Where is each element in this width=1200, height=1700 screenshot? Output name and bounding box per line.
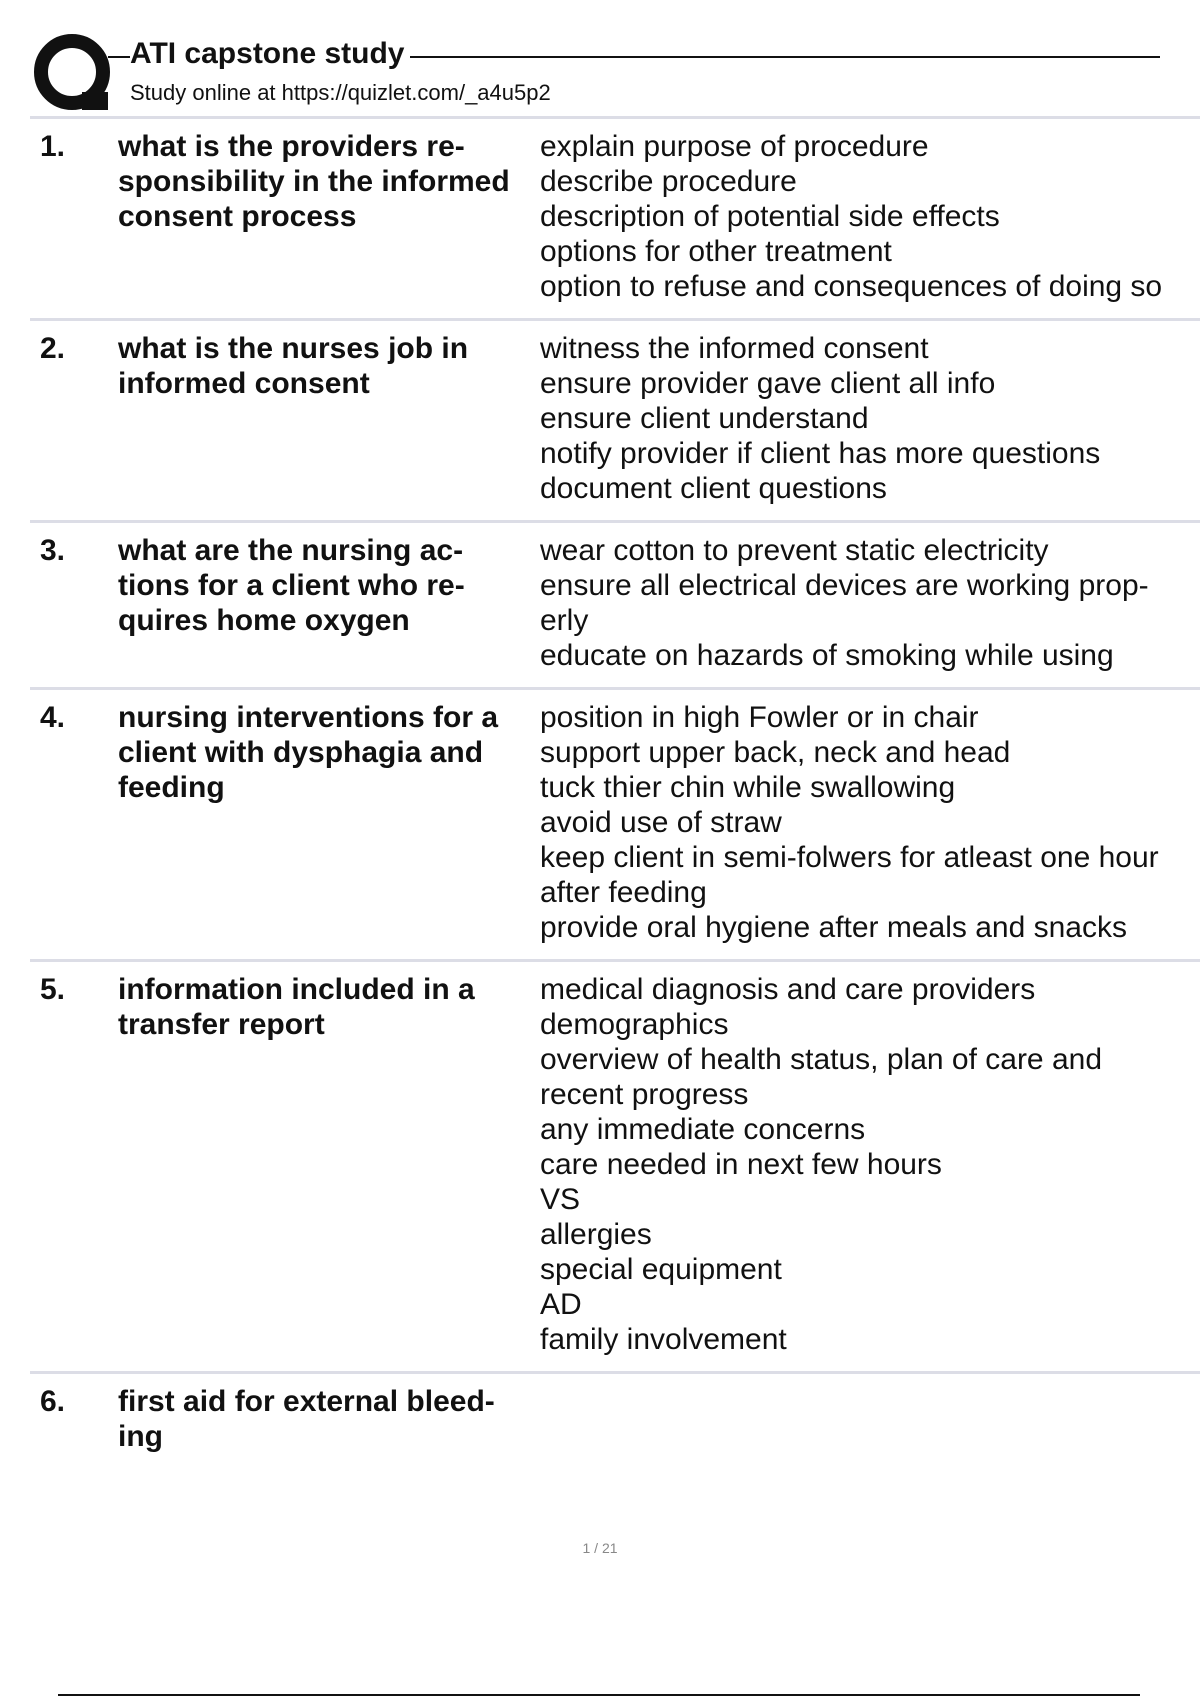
definition-block	[538, 1384, 1200, 1454]
term-text: first aid for external bleed- ing	[118, 1385, 495, 1453]
definition-line: ensure all electrical devices are working prop- erly	[540, 569, 1149, 637]
term-text: what is the providers re- sponsibility in the informed consent process	[118, 130, 510, 233]
definition-line: ensure provider gave client all info	[540, 367, 996, 400]
definition-line: VS	[540, 1183, 581, 1216]
item-number: 2.	[40, 332, 66, 365]
definition-line: describe procedure	[540, 165, 797, 198]
study-online-link[interactable]: Study online at https://quizlet.com/_a4u5p2	[130, 80, 551, 105]
flashcard-row	[30, 959, 1200, 1371]
definition-line: notify provider if client has more questions	[540, 437, 1101, 470]
definition-line: AD	[540, 1288, 582, 1321]
quizlet-q-logo-icon	[32, 32, 116, 116]
flashcard-row	[30, 1371, 1200, 1468]
item-number: 1.	[40, 130, 66, 163]
term-text: information included in a transfer report	[118, 973, 475, 1041]
flashcard-list	[30, 116, 1200, 1468]
definition-line: keep client in semi-folwers for atleast one hour after feeding	[540, 841, 1159, 909]
definition-line: medical diagnosis and care providers	[540, 973, 1036, 1006]
item-number: 5.	[40, 973, 66, 1006]
bottom-rule	[58, 1694, 1140, 1696]
definition-line: option to refuse and consequences of doing so	[540, 270, 1163, 303]
flashcard-row	[30, 318, 1200, 520]
definition-block	[538, 700, 1200, 945]
item-number: 6.	[40, 1385, 66, 1418]
definition-line: document client questions	[540, 472, 887, 505]
flashcard-row	[30, 116, 1200, 318]
term-text: nursing interventions for a client with dysphagia and feeding	[118, 701, 499, 804]
definition-line: options for other treatment	[540, 235, 892, 268]
definition-line: explain purpose of procedure	[540, 130, 929, 163]
definition-line: allergies	[540, 1218, 652, 1251]
definition-line: educate on hazards of smoking while using	[540, 639, 1114, 672]
definition-line: wear cotton to prevent static electricity	[540, 534, 1049, 567]
definition-block	[538, 972, 1200, 1357]
definition-line: support upper back, neck and head	[540, 736, 1011, 769]
definition-line: position in high Fowler or in chair	[540, 701, 979, 734]
flashcard-row	[30, 520, 1200, 687]
definition-line: any immediate concerns	[540, 1113, 866, 1146]
definition-line: demographics	[540, 1008, 729, 1041]
definition-line: special equipment	[540, 1253, 782, 1286]
document-title: ATI capstone study	[130, 32, 410, 76]
definition-block	[538, 331, 1200, 506]
page-number: 1 / 21	[582, 1540, 618, 1556]
term-text: what is the nurses job in informed consent	[118, 332, 469, 400]
definition-line: avoid use of straw	[540, 806, 782, 839]
definition-block	[538, 129, 1200, 304]
item-number: 3.	[40, 534, 66, 567]
definition-block	[538, 533, 1200, 673]
definition-line: care needed in next few hours	[540, 1148, 942, 1181]
definition-line: overview of health status, plan of care and recent progress	[540, 1043, 1103, 1111]
definition-line: provide oral hygiene after meals and snacks	[540, 911, 1127, 944]
term-text: what are the nursing ac- tions for a client who re- quires home oxygen	[118, 534, 465, 637]
definition-line: tuck thier chin while swallowing	[540, 771, 956, 804]
document-header	[30, 28, 1140, 116]
definition-line: description of potential side effects	[540, 200, 1000, 233]
definition-line: witness the informed consent	[540, 332, 929, 365]
item-number: 4.	[40, 701, 66, 734]
definition-line: ensure client understand	[540, 402, 869, 435]
flashcard-row	[30, 687, 1200, 959]
definition-line: family involvement	[540, 1323, 787, 1356]
